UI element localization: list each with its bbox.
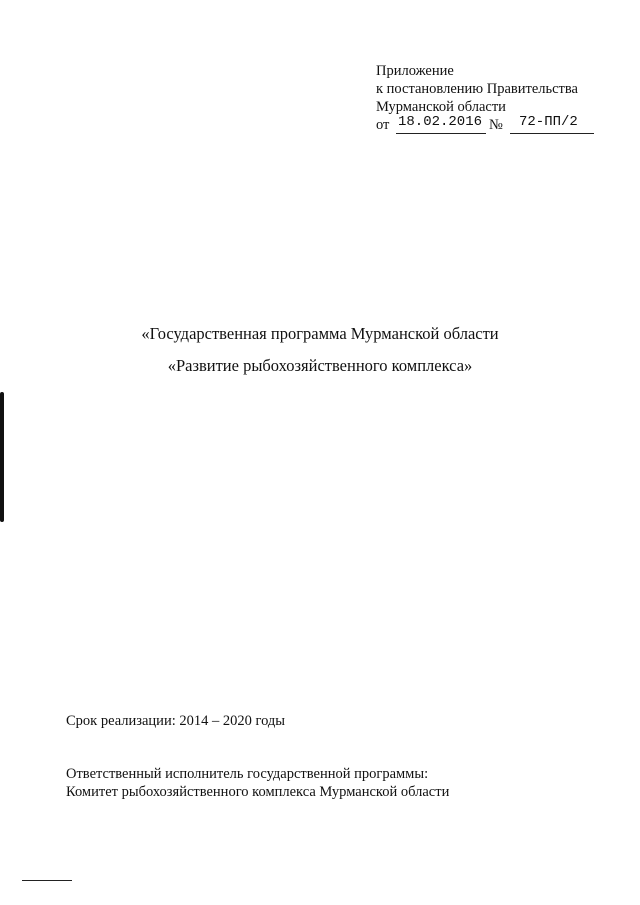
appendix-label: Приложение xyxy=(376,63,454,79)
date-underline xyxy=(396,133,486,134)
executor-label: Ответственный исполнитель государственной программы: xyxy=(66,766,429,782)
scan-edge-mark xyxy=(0,392,4,522)
number-underline xyxy=(510,133,594,134)
implementation-term: Срок реализации: 2014 – 2020 годы xyxy=(66,713,286,729)
executor-value: Комитет рыбохозяйственного комплекса Мурманской области xyxy=(66,784,450,800)
program-title-line1: «Государственная программа Мурманской области xyxy=(141,324,499,343)
resolution-number: 72-ПП/2 xyxy=(519,114,578,130)
resolution-date: 18.02.2016 xyxy=(398,114,483,130)
footer-rule xyxy=(22,880,72,881)
appendix-region: Мурманской области xyxy=(376,99,506,115)
from-label: от xyxy=(376,117,390,133)
number-sign: № xyxy=(489,117,503,133)
appendix-resolution: к постановлению Правительства xyxy=(376,81,578,97)
program-title-line2: «Развитие рыбохозяйственного комплекса» xyxy=(167,356,473,375)
